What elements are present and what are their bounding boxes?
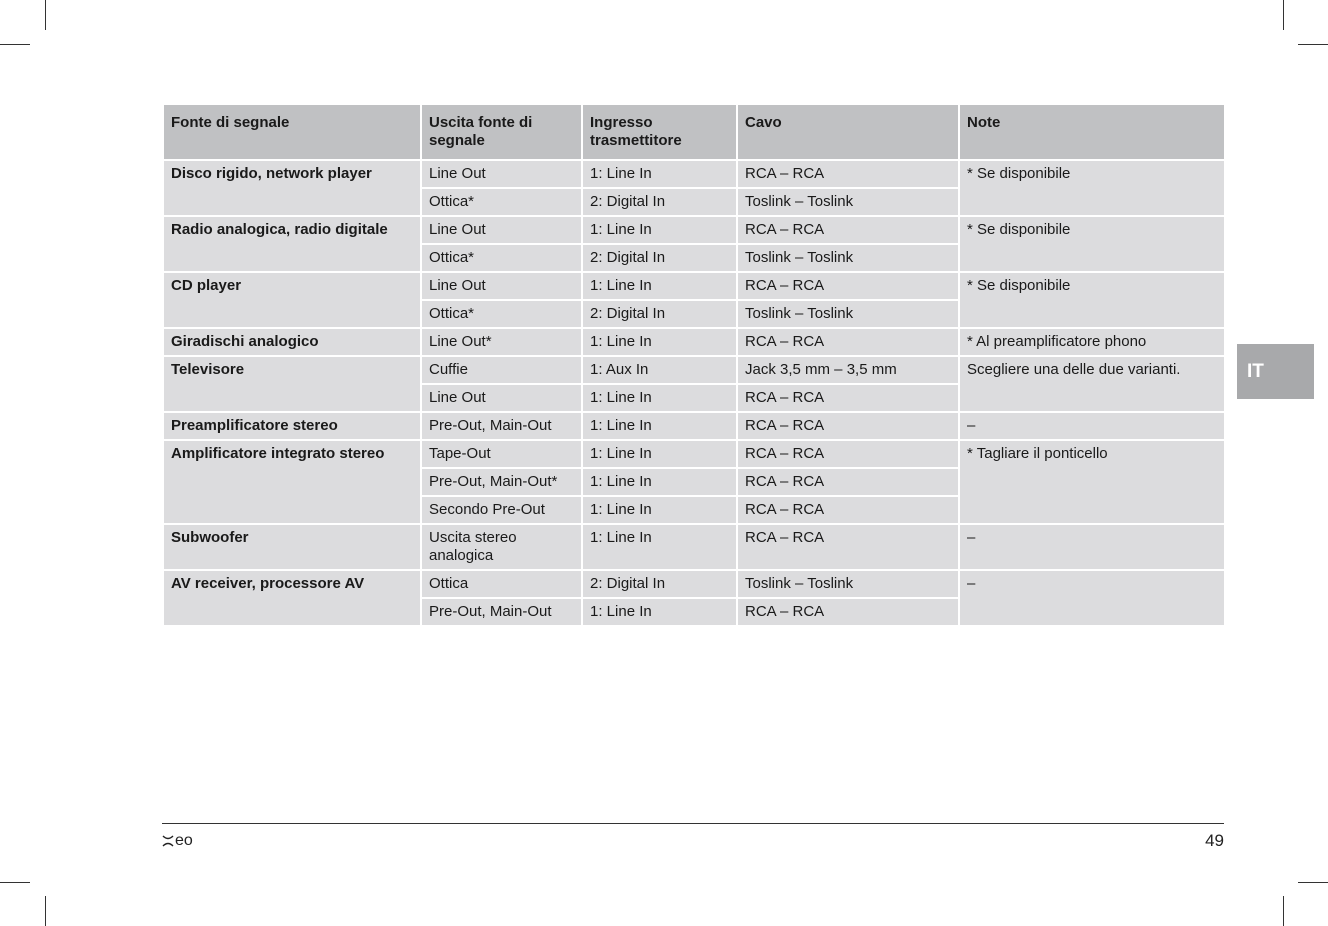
source-cell: Subwoofer bbox=[163, 524, 421, 570]
cable-cell: RCA – RCA bbox=[737, 216, 959, 244]
source-cell: Televisore bbox=[163, 356, 421, 412]
input-cell: 1: Line In bbox=[582, 160, 737, 188]
source-cell: Giradischi analogico bbox=[163, 328, 421, 356]
input-cell: 1: Line In bbox=[582, 598, 737, 626]
input-cell: 1: Line In bbox=[582, 468, 737, 496]
crop-mark bbox=[1298, 44, 1328, 45]
cable-cell: Toslink – Toslink bbox=[737, 570, 959, 598]
output-cell: Ottica* bbox=[421, 188, 582, 216]
brand-logo bbox=[162, 832, 193, 850]
cable-cell: RCA – RCA bbox=[737, 598, 959, 626]
crop-mark bbox=[1283, 896, 1284, 926]
table-body bbox=[163, 160, 1225, 626]
input-cell: 1: Aux In bbox=[582, 356, 737, 384]
cable-cell: Toslink – Toslink bbox=[737, 300, 959, 328]
note-cell: * Al preamplificatore phono bbox=[959, 328, 1225, 356]
note-cell: – bbox=[959, 412, 1225, 440]
output-cell: Ottica* bbox=[421, 244, 582, 272]
output-cell: Line Out* bbox=[421, 328, 582, 356]
crop-mark bbox=[1283, 0, 1284, 30]
cable-cell: RCA – RCA bbox=[737, 412, 959, 440]
source-cell: Preamplificatore stereo bbox=[163, 412, 421, 440]
language-tab: IT bbox=[1237, 344, 1314, 399]
output-cell: Line Out bbox=[421, 160, 582, 188]
input-cell: 2: Digital In bbox=[582, 244, 737, 272]
source-cell: Radio analogica, radio digitale bbox=[163, 216, 421, 272]
output-cell: Ottica* bbox=[421, 300, 582, 328]
note-cell: – bbox=[959, 524, 1225, 570]
output-cell: Tape-Out bbox=[421, 440, 582, 468]
output-cell: Secondo Pre-Out bbox=[421, 496, 582, 524]
table-row bbox=[163, 356, 1225, 384]
output-cell: Ottica bbox=[421, 570, 582, 598]
input-cell: 1: Line In bbox=[582, 216, 737, 244]
input-cell: 2: Digital In bbox=[582, 300, 737, 328]
output-cell: Line Out bbox=[421, 272, 582, 300]
table-row bbox=[163, 412, 1225, 440]
input-cell: 1: Line In bbox=[582, 328, 737, 356]
table-row bbox=[163, 440, 1225, 468]
header-note: Note bbox=[959, 104, 1225, 160]
header-input: Ingresso trasmettitore bbox=[582, 104, 737, 160]
crop-mark bbox=[45, 896, 46, 926]
footer-rule bbox=[162, 823, 1224, 824]
cable-cell: RCA – RCA bbox=[737, 328, 959, 356]
table-row bbox=[163, 272, 1225, 300]
note-cell: * Tagliare il ponticello bbox=[959, 440, 1225, 524]
note-cell: * Se disponibile bbox=[959, 272, 1225, 328]
cable-cell: RCA – RCA bbox=[737, 384, 959, 412]
output-cell: Uscita stereo analogica bbox=[421, 524, 582, 570]
output-cell: Pre-Out, Main-Out bbox=[421, 598, 582, 626]
input-cell: 1: Line In bbox=[582, 384, 737, 412]
table-row bbox=[163, 160, 1225, 188]
note-cell: Scegliere una delle due varianti. bbox=[959, 356, 1225, 412]
cable-cell: RCA – RCA bbox=[737, 440, 959, 468]
input-cell: 1: Line In bbox=[582, 272, 737, 300]
note-cell: * Se disponibile bbox=[959, 216, 1225, 272]
cable-cell: Jack 3,5 mm – 3,5 mm bbox=[737, 356, 959, 384]
crop-mark bbox=[45, 0, 46, 30]
output-cell: Line Out bbox=[421, 384, 582, 412]
output-cell: Pre-Out, Main-Out* bbox=[421, 468, 582, 496]
table-row bbox=[163, 216, 1225, 244]
cable-cell: RCA – RCA bbox=[737, 524, 959, 570]
cable-cell: RCA – RCA bbox=[737, 468, 959, 496]
input-cell: 1: Line In bbox=[582, 412, 737, 440]
cable-cell: Toslink – Toslink bbox=[737, 244, 959, 272]
source-cell: Disco rigido, network player bbox=[163, 160, 421, 216]
source-cell: Amplificatore integrato stereo bbox=[163, 440, 421, 524]
input-cell: 1: Line In bbox=[582, 440, 737, 468]
input-cell: 1: Line In bbox=[582, 524, 737, 570]
input-cell: 2: Digital In bbox=[582, 570, 737, 598]
table-row bbox=[163, 570, 1225, 598]
table-row bbox=[163, 524, 1225, 570]
table-row bbox=[163, 328, 1225, 356]
cable-cell: RCA – RCA bbox=[737, 272, 959, 300]
brand-x-icon bbox=[162, 835, 174, 847]
note-cell: * Se disponibile bbox=[959, 160, 1225, 216]
output-cell: Pre-Out, Main-Out bbox=[421, 412, 582, 440]
input-cell: 2: Digital In bbox=[582, 188, 737, 216]
output-cell: Cuffie bbox=[421, 356, 582, 384]
cable-cell: RCA – RCA bbox=[737, 160, 959, 188]
page-number: 49 bbox=[1205, 831, 1224, 850]
cable-cell: RCA – RCA bbox=[737, 496, 959, 524]
source-cell: AV receiver, processore AV bbox=[163, 570, 421, 626]
cable-cell: Toslink – Toslink bbox=[737, 188, 959, 216]
output-cell: Line Out bbox=[421, 216, 582, 244]
table-header-row bbox=[163, 104, 1225, 160]
connection-table bbox=[162, 103, 1226, 627]
crop-mark bbox=[0, 44, 30, 45]
crop-mark bbox=[1298, 882, 1328, 883]
input-cell: 1: Line In bbox=[582, 496, 737, 524]
header-cable: Cavo bbox=[737, 104, 959, 160]
source-cell: CD player bbox=[163, 272, 421, 328]
header-output: Uscita fonte di segnale bbox=[421, 104, 582, 160]
crop-mark bbox=[0, 882, 30, 883]
header-source: Fonte di segnale bbox=[163, 104, 421, 160]
brand-text: eo bbox=[175, 832, 193, 849]
note-cell: – bbox=[959, 570, 1225, 626]
